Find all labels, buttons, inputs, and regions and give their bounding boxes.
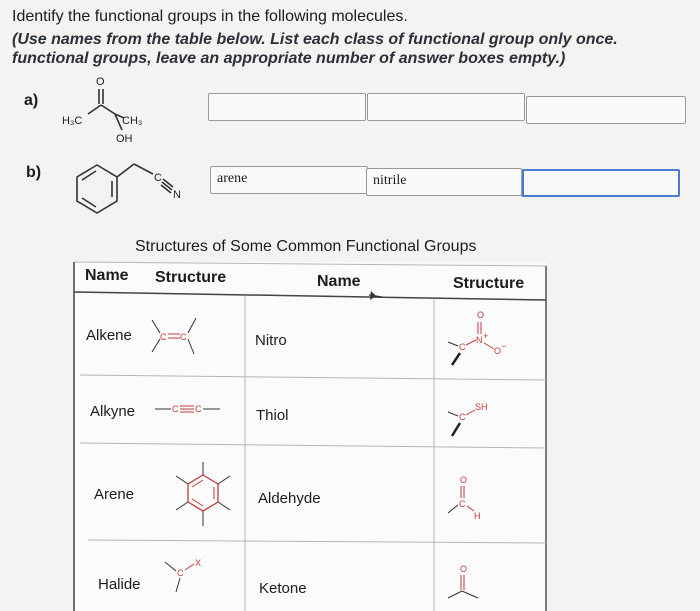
atom-label: C	[459, 499, 466, 509]
atom-label: O	[460, 475, 468, 485]
atom-label: X	[195, 558, 202, 568]
atom-label: SH	[475, 402, 488, 412]
row-name-alkene: Alkene	[86, 327, 132, 344]
atom-label: C	[160, 332, 167, 342]
ketone-structure	[448, 564, 478, 598]
atom-label: O	[477, 310, 485, 320]
row-name-ketone: Ketone	[259, 580, 307, 597]
arene-structure	[176, 462, 230, 526]
atom-label: +	[483, 331, 489, 341]
nitro-structure	[448, 310, 506, 365]
part-a-label: a)	[24, 92, 39, 109]
table-title: Structures of Some Common Functional Groups	[135, 238, 477, 255]
header-structure-right: Structure	[453, 275, 525, 292]
header-structure-left: Structure	[155, 269, 227, 286]
question-note-continued: functional groups, leave an appropriate number of answer boxes empty.)	[12, 50, 566, 67]
alkene-structure	[152, 318, 196, 354]
header-name-right: Name	[317, 273, 361, 290]
row-name-nitro: Nitro	[255, 332, 287, 349]
alkyne-structure	[155, 404, 220, 414]
row-name-halide: Halide	[98, 576, 141, 593]
row-name-thiol: Thiol	[256, 407, 289, 424]
atom-label: C	[172, 404, 179, 414]
atom-label: C	[195, 404, 202, 414]
question-note: (Use names from the table below. List each class of functional group only once.	[12, 31, 618, 48]
header-name-left: Name	[85, 267, 129, 284]
atom-label: C	[177, 568, 184, 578]
row-name-aldehyde: Aldehyde	[258, 490, 321, 507]
atom-label: N	[173, 189, 181, 201]
atom-label: O	[460, 564, 468, 574]
atom-label: CH₃	[122, 115, 143, 127]
question-instruction: Identify the functional groups in the following molecules.	[12, 8, 408, 25]
part-b-label: b)	[26, 164, 42, 181]
atom-label: H₃C	[62, 115, 83, 127]
answer-box-b-2[interactable]: nitrile	[366, 168, 522, 196]
atom-label: C	[154, 172, 162, 184]
atom-label: −	[501, 341, 507, 351]
thiol-structure	[448, 402, 488, 436]
atom-label: C	[459, 342, 466, 352]
row-name-alkyne: Alkyne	[90, 403, 136, 420]
halide-structure	[165, 558, 201, 592]
answer-box-b-1[interactable]: arene	[210, 166, 368, 194]
atom-label: H	[474, 511, 481, 521]
atom-label: OH	[116, 133, 133, 145]
row-name-arene: Arene	[94, 486, 135, 503]
atom-label: C	[180, 332, 187, 342]
atom-label: C	[459, 412, 466, 422]
atom-label: N	[476, 335, 483, 345]
atom-label: O	[96, 76, 105, 88]
atom-label: O	[494, 346, 502, 356]
aldehyde-structure	[448, 475, 481, 521]
